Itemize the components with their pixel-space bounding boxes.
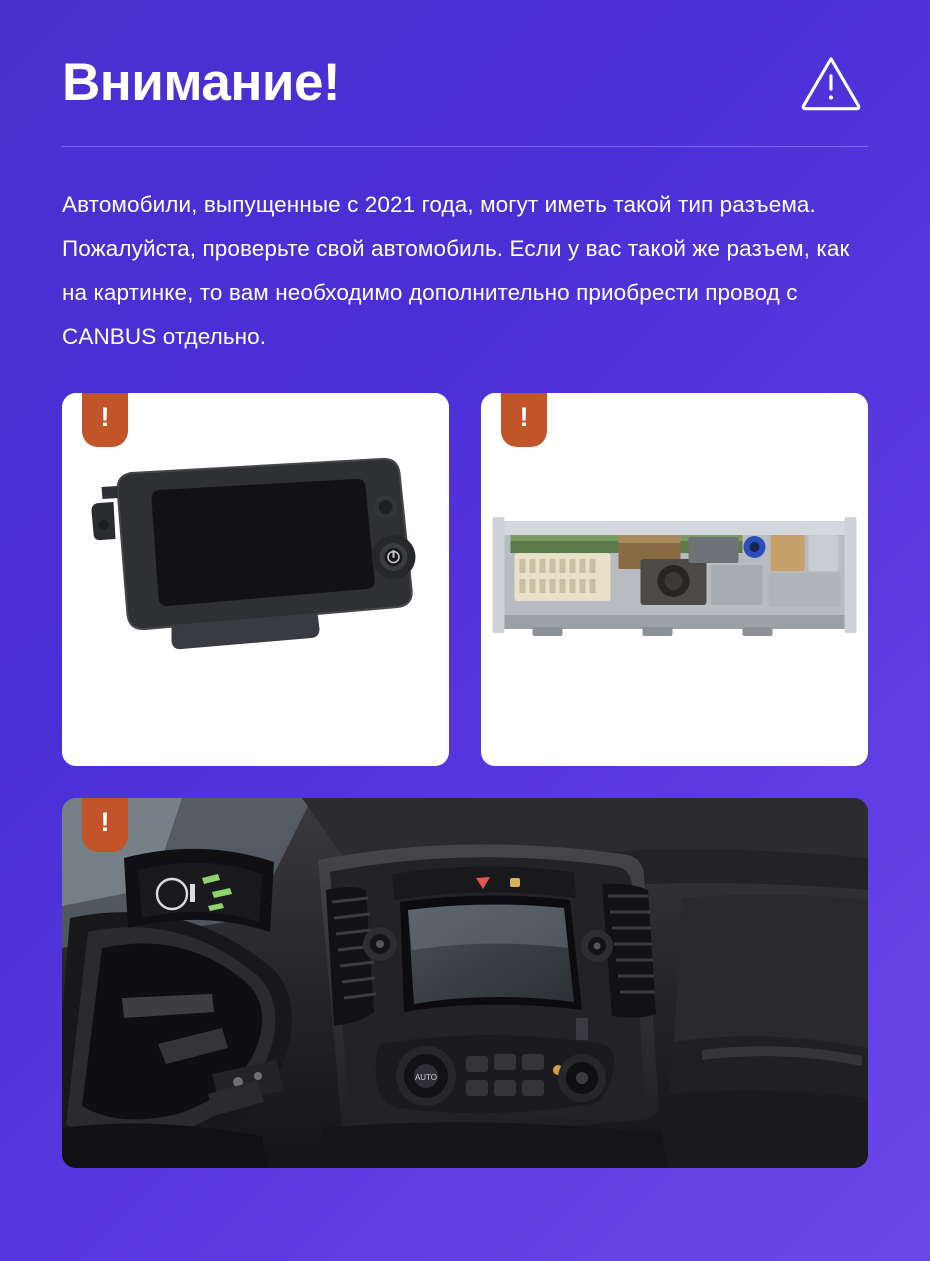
- head-unit-front-image: [62, 393, 449, 766]
- image-cards-row: [62, 393, 868, 766]
- warning-triangle-icon: [800, 52, 862, 114]
- rear-connectors-image: [481, 393, 868, 766]
- card-head-unit-rear-connectors: [481, 393, 868, 766]
- svg-text:AUTO: AUTO: [414, 1073, 438, 1082]
- card-car-interior: [62, 798, 868, 1168]
- exclamation-badge-icon: !: [82, 798, 128, 852]
- body-paragraph: Автомобили, выпущенные с 2021 года, могут иметь такой тип разъема. Пожалуйста, проверьте свой автомобиль. Если у вас такой же разъем, как на картинке, то вам необходимо дополнительно приобрести провод с CANBUS отдельно.: [62, 192, 850, 349]
- page-header: [62, 0, 868, 113]
- car-interior-image: [62, 798, 868, 1168]
- header-divider: [62, 146, 868, 147]
- page-title: Внимание!: [62, 53, 341, 113]
- exclamation-badge-icon: !: [501, 393, 547, 447]
- exclamation-badge-icon: !: [82, 393, 128, 447]
- card-head-unit-front: [62, 393, 449, 766]
